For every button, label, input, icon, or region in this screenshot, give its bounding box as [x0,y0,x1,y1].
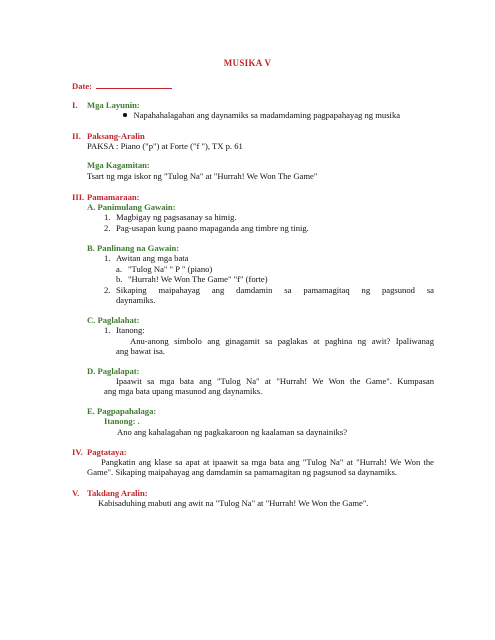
paglalapat-text-continued: ang mga bata upang masunod ang daynamiks. [104,386,263,396]
kagamitan-heading: Mga Kagamitan: [87,160,150,170]
subsection-b-heading: B. Panlinang na Gawain: [87,243,180,253]
paksa-text: PAKSA : Piano ("p") at Forte ("f "), TX p. 61 [87,141,243,151]
list-item-number: 2. [104,285,111,295]
objective-bullet-item [123,110,400,121]
kagamitan-text: Tsart ng mga iskor ng "Tulog Na" at "Hurrah! We Won The Game" [87,171,318,181]
date-label: Date: [72,81,93,91]
section-4-heading: Pagtataya: [87,447,127,457]
paglalahat-question-continued: ang bawat isa. [116,346,165,356]
section-5-heading: Takdang Aralin: [87,488,148,498]
bullet-icon [123,113,127,117]
section-1-heading: Mga Layunin: [87,100,140,110]
list-item: 2. Pag-usapan kung paano mapaganda ang timbre ng tinig. [104,223,309,233]
section-1-number: I. [72,100,78,110]
section-5-number: V. [72,488,80,498]
paglalahat-question: Anu-anong simbolo ang ginagamit sa paglakas at paghina ng awit? Ipaliwanag [130,336,434,346]
subsection-c-heading: C. Paglalahat: [87,315,140,325]
document-title: MUSIKA V [223,58,272,68]
list-item-text: Sikaping maipahayag ang damdamin sa pamamagitaq ng pagsunod sa [116,285,434,295]
list-item: 1. Magbigay ng pagsasanay sa himig. [104,212,237,222]
list-item-text-continued: daynamiks. [116,295,156,305]
pagtataya-text-continued: Game". Sikaping maipahayag ang damdamin sa pamamagitan ng pagsunod sa daynamiks. [87,467,397,477]
date-blank-line [96,80,172,89]
objective-text: Napahahalagahan ang daynamiks sa madamdaming pagpapahayag ng musika [133,110,401,120]
subsection-d-heading: D. Paglalapat: [87,366,140,376]
pagpapahalaga-itanong: Itanong: . [104,416,140,426]
section-3-heading: Pamamaraan: [87,192,140,202]
subsection-a-heading: A. Panimulang Gawain: [87,202,176,212]
section-4-number: IV. [72,447,83,457]
pagpapahalaga-question: Ano ang kahalagahan ng pagkakaroon ng kaalaman sa daynainiks? [117,427,348,437]
section-2-heading: Paksang-Aralin [87,131,145,141]
section-2-number: II. [72,131,81,141]
takdang-aralin-text: Kabisaduhing mabuti ang awit na "Tulog Na" at "Hurrah! We Won the Game". [98,498,369,508]
sub-list-item: a. "Tulog Na" " P " (piano) [116,264,213,274]
list-item: 1. Awitan ang mga bata [104,253,189,263]
pagtataya-text: Pangkatin ang klase sa apat at ipaawit sa mga bata ang "Tulog Na" at "Hurrah! We Won the [101,457,434,467]
list-item: 1. Itanong: [104,325,145,335]
section-3-number: III. [72,192,85,202]
date-field [72,80,172,92]
sub-list-item: b. "Hurrah! We Won The Game" "f" (forte) [116,274,268,284]
subsection-e-heading: E. Pagpapahalaga: [87,406,157,416]
paglalapat-text: Ipaawit sa mga bata ang "Tulog Na" at "Hurrah! We Won the Game". Kumpasan [116,376,434,386]
